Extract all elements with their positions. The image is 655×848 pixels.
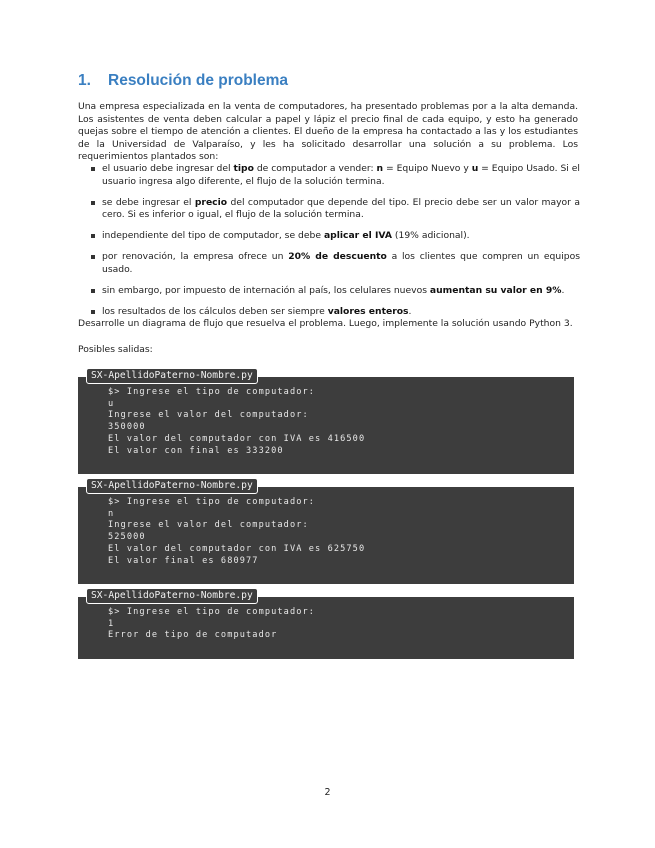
section-title: Resolución de problema xyxy=(108,72,289,89)
terminal-line: n xyxy=(108,508,115,519)
terminal-line: El valor con final es 333200 xyxy=(108,445,284,456)
bullet-square-icon xyxy=(91,289,95,293)
requirement-item xyxy=(78,230,580,243)
section-number: 1. xyxy=(78,72,91,89)
requirement-item xyxy=(78,197,580,222)
requirement-emphasis: aplicar el IVA xyxy=(323,230,392,242)
requirement-item xyxy=(78,306,580,319)
terminal-line: Error de tipo de computador xyxy=(108,630,278,641)
requirement-text: sin embargo, por impuesto de internación al país, los celulares nuevos xyxy=(102,284,430,296)
terminal-filename-tab: SX-ApellidoPaterno-Nombre.py xyxy=(86,478,258,494)
requirement-emphasis: 20% de descuento xyxy=(288,251,387,263)
terminal-line: 1 xyxy=(108,618,115,629)
terminal-filename-tab: SX-ApellidoPaterno-Nombre.py xyxy=(86,588,258,604)
terminal-line: 525000 xyxy=(108,532,146,543)
bullet-square-icon xyxy=(91,167,95,171)
requirement-text: (19% adicional). xyxy=(391,230,470,242)
requirement-emphasis: tipo xyxy=(233,163,254,174)
requirement-text: independiente del tipo de computador, se debe xyxy=(102,230,324,242)
requirement-emphasis: aumentan su valor en 9% xyxy=(429,284,562,296)
terminal-output-1 xyxy=(78,370,574,474)
requirement-item xyxy=(78,251,580,276)
page-number: 2 xyxy=(324,787,331,798)
requirement-text: los resultados de los cálculos deben ser siempre xyxy=(102,305,328,317)
terminal-output-3 xyxy=(78,590,574,659)
terminal-line: $> Ingrese el tipo de computador: xyxy=(108,497,316,507)
requirement-text: de computador a vender: xyxy=(253,163,377,174)
bullet-square-icon xyxy=(91,201,95,205)
requirement-emphasis: u xyxy=(471,163,479,174)
terminal-line: 350000 xyxy=(108,422,146,433)
terminal-text xyxy=(108,607,315,642)
terminal-line: Ingrese el valor del computador: xyxy=(108,520,309,531)
outputs-label: Posibles salidas: xyxy=(78,344,153,355)
requirement-emphasis: n xyxy=(376,163,384,174)
section-heading xyxy=(78,72,288,90)
requirement-text: el usuario debe ingresar del xyxy=(102,163,234,174)
requirement-text: . xyxy=(561,284,565,296)
bullet-square-icon xyxy=(91,310,95,314)
terminal-filename-tab: SX-ApellidoPaterno-Nombre.py xyxy=(86,368,258,384)
terminal-line: $> Ingrese el tipo de computador: xyxy=(108,387,316,397)
requirement-text: a los clientes que compren un equipos usado. xyxy=(102,251,581,275)
terminal-line: El valor del computador con IVA es 416500 xyxy=(108,433,366,444)
terminal-text xyxy=(108,387,365,457)
terminal-output-2 xyxy=(78,480,574,584)
bullet-square-icon xyxy=(91,234,95,238)
requirement-item xyxy=(78,285,580,298)
requirement-text: por renovación, la empresa ofrece un xyxy=(102,251,289,263)
terminal-line: El valor del computador con IVA es 625750 xyxy=(108,543,366,554)
requirement-text: = Equipo Usado. Si el usuario ingresa algo diferente, el flujo de la solución termina. xyxy=(102,163,580,187)
requirement-emphasis: precio xyxy=(194,196,228,208)
terminal-text xyxy=(108,497,365,567)
requirement-text: = Equipo Nuevo y xyxy=(383,163,472,174)
requirement-text: se debe ingresar el xyxy=(102,196,195,208)
terminal-line: u xyxy=(108,398,115,409)
develop-paragraph: Desarrolle un diagrama de flujo que resuelva el problema. Luego, implemente la solución usando Python 3. xyxy=(78,318,573,329)
requirement-text: . xyxy=(408,305,412,317)
terminal-line: Ingrese el valor del computador: xyxy=(108,410,309,421)
requirement-text: del computador que depende del tipo. El precio debe ser un valor mayor a cero. Si es inferior o igual, el flujo de la solución termina. xyxy=(102,196,580,221)
requirement-item xyxy=(78,163,580,188)
requirement-emphasis: valores enteros xyxy=(327,305,409,317)
bullet-square-icon xyxy=(91,255,95,259)
terminal-line: $> Ingrese el tipo de computador: xyxy=(108,607,316,617)
terminal-line: El valor final es 680977 xyxy=(108,555,259,566)
requirements-list xyxy=(78,163,580,327)
intro-paragraph: Una empresa especializada en la venta de computadores, ha presentado problemas por a la alta demanda. Los asistentes de venta deben calcular a papel y lápiz el precio final de cada equipo, y esto ha generado quejas sobre el tiempo de atención a clientes. El dueño de la empresa ha contactado a las y los estudiantes de la Universidad de Valparaíso, y les ha solicitado desarrollar una solución a su problema. Los requerimientos plantados son: xyxy=(78,101,578,163)
